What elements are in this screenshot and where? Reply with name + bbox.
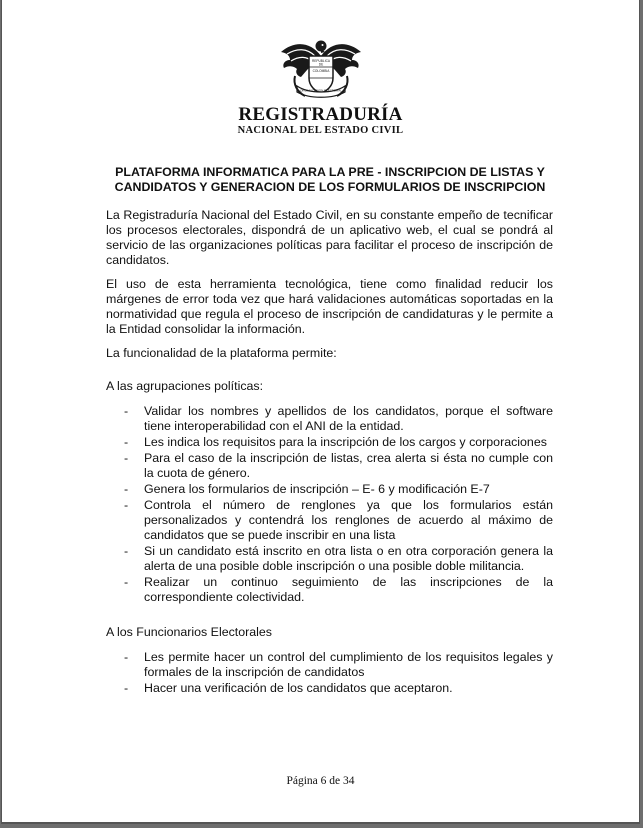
title-line: PLATAFORMA INFORMATICA PARA LA PRE - INSCRIPCION DE LISTAS Y bbox=[115, 165, 545, 179]
list-item: - Les indica los requisitos para la inscripción de los cargos y corporaciones bbox=[124, 435, 547, 449]
condor-seal-icon bbox=[275, 34, 367, 104]
intro-paragraph: La Registraduría Nacional del Estado Civil, en su constante empeño de tecnificar los procesos electorales, dispondrá de un aplicativo web, el cual se pondrá al servicio de las organizaciones políticas para facilitar el proceso de inscripción de candidatos. bbox=[106, 208, 553, 267]
org-name: REGISTRADURÍA bbox=[238, 104, 403, 125]
electoral-officials-heading: A los Funcionarios Electorales bbox=[106, 625, 272, 639]
list-marker: - bbox=[124, 650, 129, 664]
seal-line: DE bbox=[318, 62, 323, 67]
list-item: - Hacer una verificación de los candidatos que aceptaron. bbox=[124, 681, 453, 695]
document-body bbox=[106, 208, 553, 697]
list-marker: - bbox=[124, 482, 129, 496]
title-line: CANDIDATOS Y GENERACION DE LOS FORMULARIOS DE INSCRIPCION bbox=[114, 180, 546, 194]
header-logo bbox=[2, 34, 639, 136]
list-item: - Controla el número de renglones ya que los formularios están personalizados y contendrá los renglones de acuerdo al máximo de candidatos que se puede inscribir en una lista bbox=[124, 498, 553, 542]
list-marker: - bbox=[124, 404, 129, 418]
seal-line: COLOMBIA bbox=[312, 69, 329, 73]
list-marker: - bbox=[124, 435, 129, 449]
electoral-officials-list bbox=[106, 650, 553, 696]
list-marker: - bbox=[124, 681, 129, 695]
list-item: - Realizar un continuo seguimiento de las inscripciones de la correspondiente colectividad. bbox=[124, 575, 553, 604]
list-item: - Validar los nombres y apellidos de los candidatos, porque el software tiene interoperabilidad con el ANI de la entidad. bbox=[124, 404, 553, 433]
page-number: Página 6 de 34 bbox=[286, 775, 355, 787]
seal-line: REPUBLICA bbox=[311, 59, 330, 63]
list-item: - Les permite hacer un control del cumplimiento de los requisitos legales y formales de la inscripción de candidatos bbox=[124, 650, 553, 679]
org-subtitle: NACIONAL DEL ESTADO CIVIL bbox=[237, 125, 404, 136]
purpose-paragraph: El uso de esta herramienta tecnológica, tiene como finalidad reducir los márgenes de error toda vez que hará validaciones automáticas soportadas en la normatividad que regula el proceso de inscripción de candidaturas y le permite a la Entidad consolidar la información. bbox=[106, 277, 553, 336]
seal-line: ORGANIZACION ELECTORAL bbox=[299, 88, 342, 93]
document-page bbox=[1, 0, 640, 824]
list-marker: - bbox=[124, 451, 129, 465]
list-marker: - bbox=[124, 498, 129, 512]
political-groups-heading: A las agrupaciones políticas: bbox=[106, 379, 264, 393]
list-marker: - bbox=[124, 544, 129, 558]
list-item: - Genera los formularios de inscripción – E- 6 y modificación E-7 bbox=[124, 482, 490, 496]
list-item: - Si un candidato está inscrito en otra lista o en otra corporación genera la alerta de una posible doble inscripción o una posible doble militancia. bbox=[124, 544, 553, 573]
political-groups-list bbox=[106, 404, 553, 605]
document-title bbox=[106, 165, 554, 195]
list-item: - Para el caso de la inscripción de listas, crea alerta si ésta no cumple con la cuota de género. bbox=[124, 451, 553, 480]
functionality-intro: La funcionalidad de la plataforma permite: bbox=[106, 346, 337, 360]
list-marker: - bbox=[124, 575, 129, 589]
